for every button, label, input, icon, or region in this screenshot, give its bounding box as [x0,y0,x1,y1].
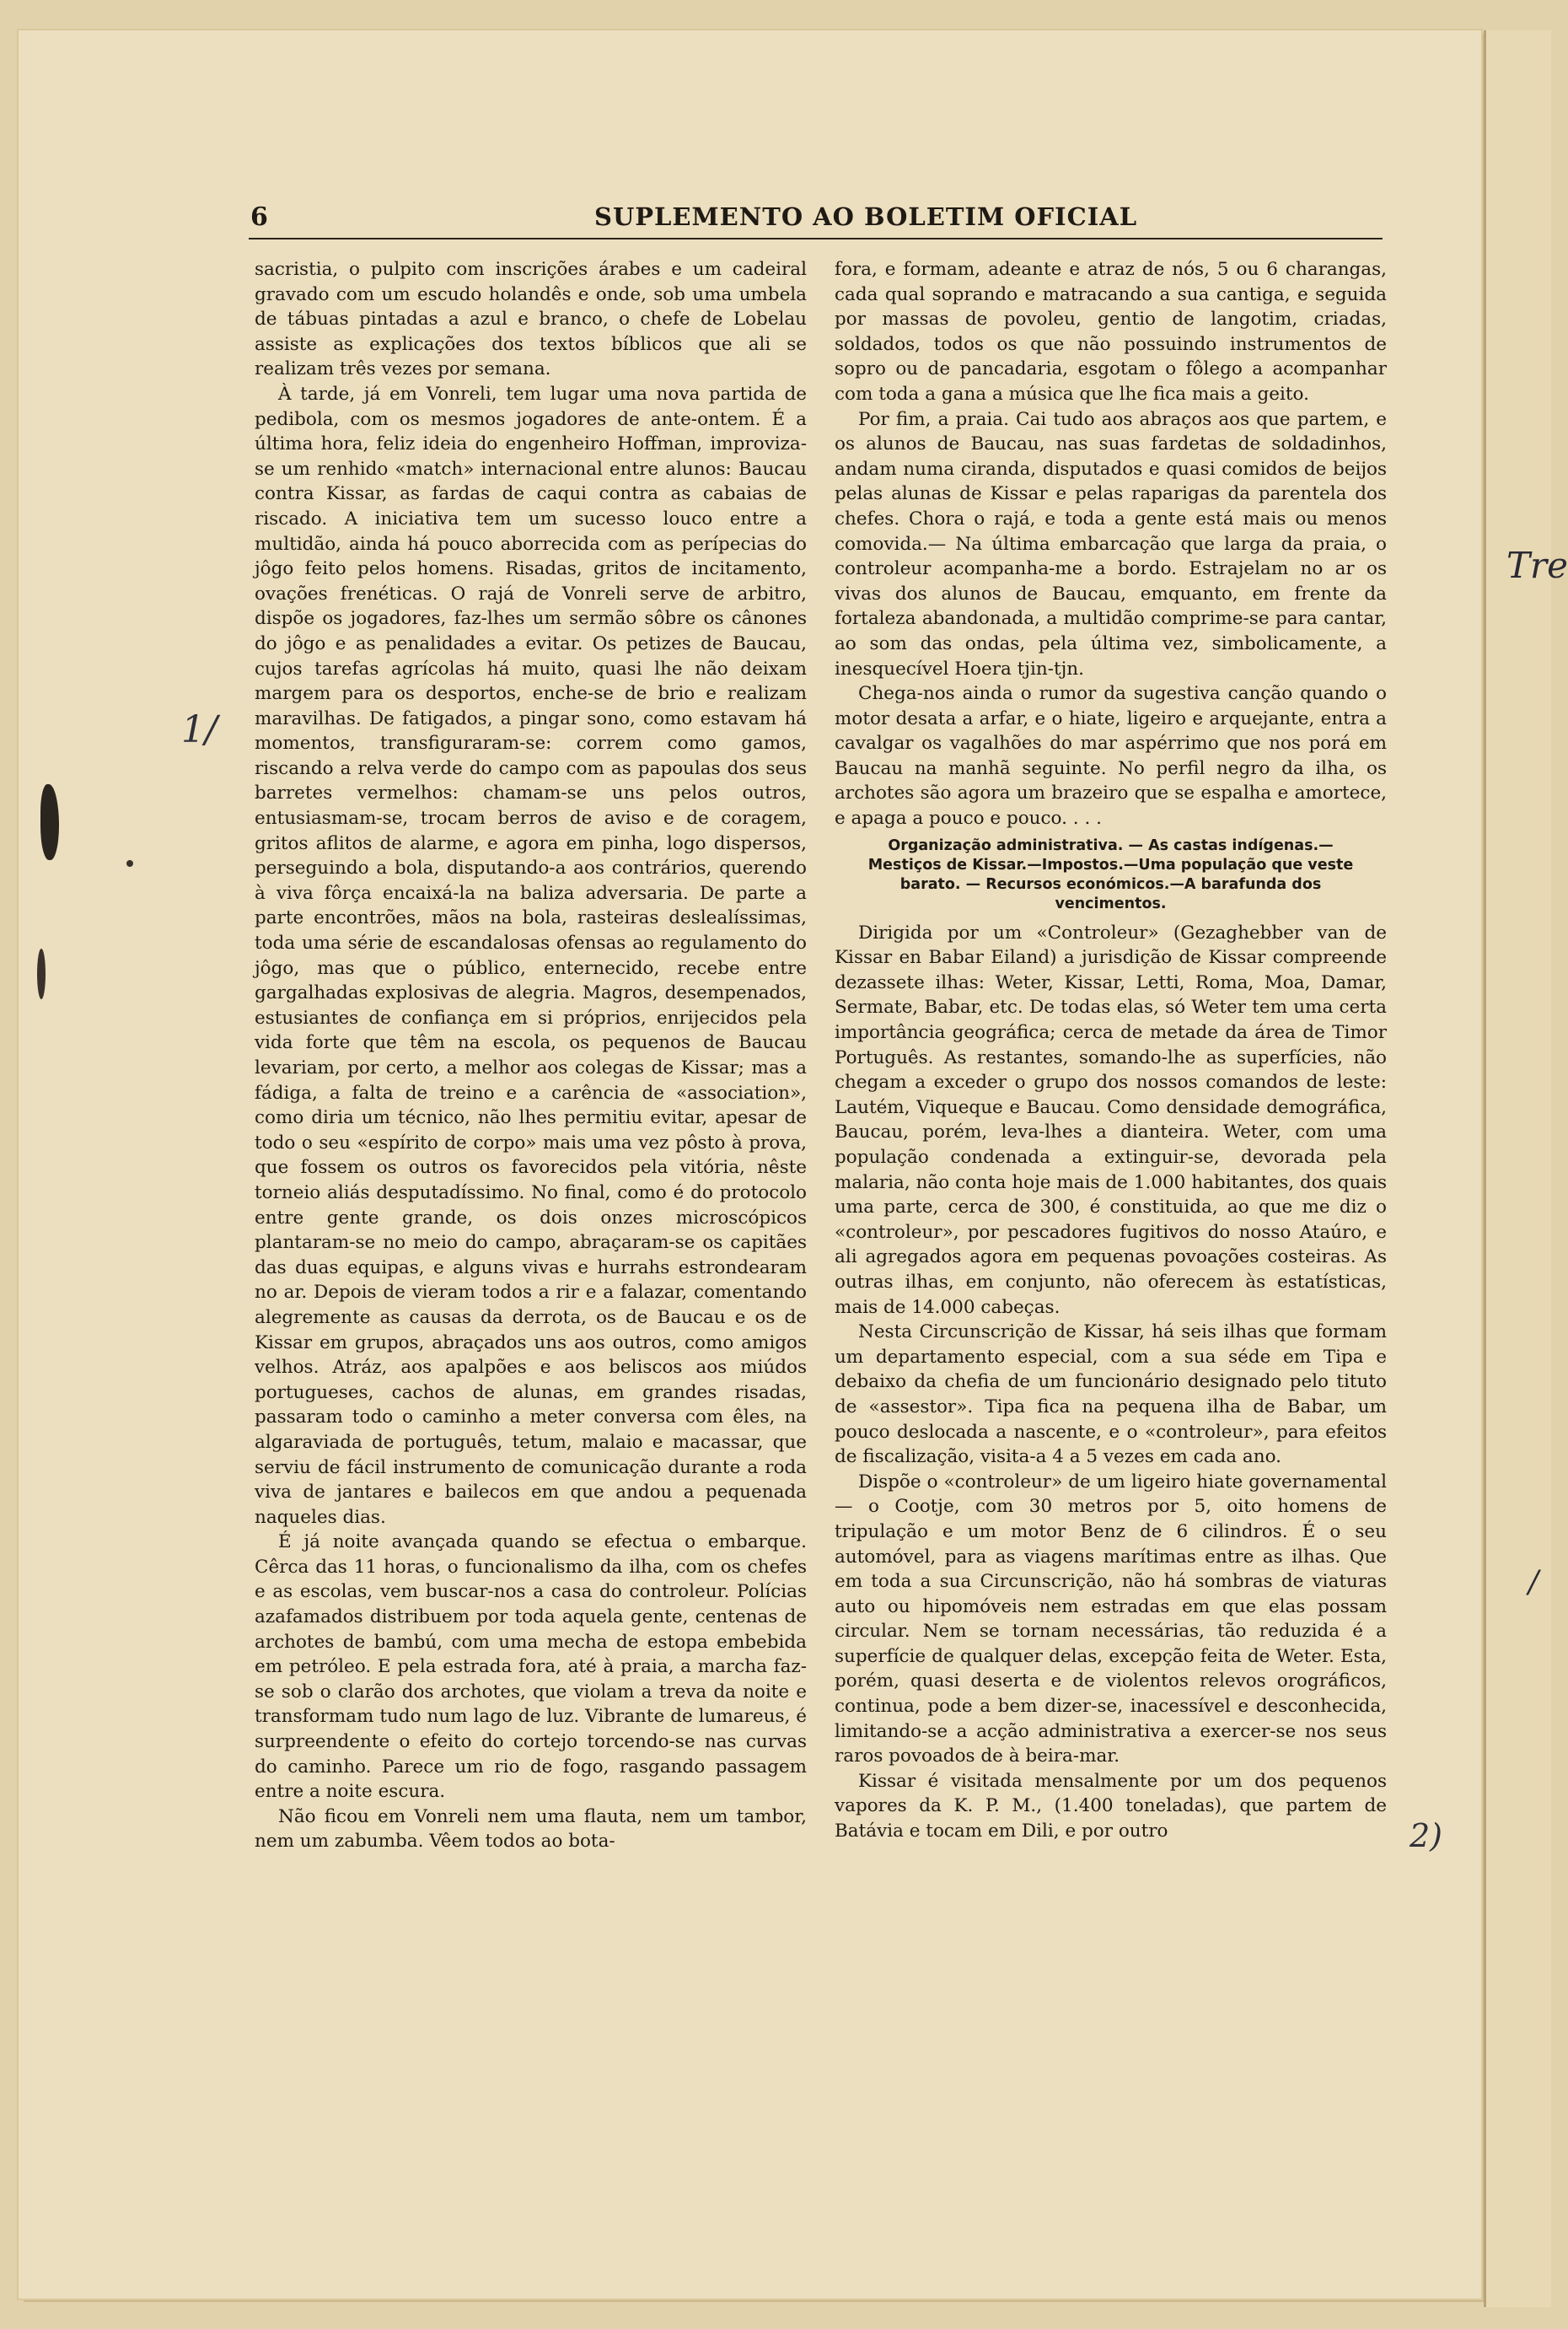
paragraph: É já noite avançada quando se efectua o embarque. Cêrca das 11 horas, o funcionalismo da ilha, com os chefes e as escolas, vem buscar-nos a casa do controleur. Polícias azafamados distribuem por toda aquela gente, centenas de archotes de bambú, com uma mecha de estopa embebida em petróleo. E pela estrada fora, até à praia, a marcha faz-se sob o clarão dos archotes, que violam a treva da noite e transformam tudo num lago de luz. Vibrante de lumareus, é surpreendente o efeito do cortejo torcendo-se nas curvas do caminho. Parece um rio de fogo, rasgando passagem entre a noite escura. [255,1531,807,1803]
right-text-column [835,257,1387,1844]
paragraph: sacristia, o pulpito com inscrições árabes e um cadeiral gravado com um escudo holandês e onde, sob uma umbela de tábuas pintadas a azul e branco, o chefe de Lobelau assiste as explicações dos textos bíblicos que ali se realizam três vezes por semana. [255,259,807,380]
paragraph: Dirigida por um «Controleur» (Gezaghebber van de Kissar en Babar Eiland) a jurisdição de Kissar compreende dezassete ilhas: Weter, Kissar, Letti, Roma, Moa, Damar, Sermate, Babar, etc. De todas elas, só Weter tem uma certa importância geográfica; cerca de metade da área de Timor Português. As restantes, somando-lhe as superfícies, não chegam a exceder o grupo dos nossos comandos de leste: Lautém, Viqueque e Baucau. Como densidade demográfica, Baucau, porém, leva-lhes a dianteira. Weter, com uma população condenada a extinguir-se, devorada pela malaria, não conta hoje mais de 1.000 habitantes, dos quais uma parte, cerca de 300, é constituida, ao que me diz o «controleur», por pescadores fugitivos do nosso Ataúro, e ali agregados agora em pequenas povoações costeiras. As outras ilhas, em conjunto, não oferecem às estatísticas, mais de 14.000 cabeças. [835,922,1387,1318]
paragraph: Dispõe o «controleur» de um ligeiro hiate governamental — o Cootje, com 30 metros por 5, oito homens de tripulação e um motor Benz de 6 cilindros. É o seu automóvel, para as viagens marítimas entre as ilhas. Que em toda a sua Circunscrição, não há sombras de viaturas auto ou hipomóveis nem estradas em que elas possam circular. Nem se tornam necessárias, tão reduzida é a superfície de qualquer delas, excepção feita de Weter. Esta, porém, quasi deserta e de violentos relevos orográficos, continua, pode a bem dizer-se, inacessível e desconhecida, limitando-se a acção administrativa a exercer-se nos seus raros povoados de à beira-mar. [835,1471,1387,1767]
left-margin-pencil-mark: 1/ [181,708,217,751]
next-page-edge-mark: / [1528,1565,1539,1600]
section-heading: Organização administrativa. — As castas indígenas.— Mestiços de Kissar.—Impostos.—Uma população que veste barato. — Recursos económicos.—A barafunda dos vencimentos. [867,836,1354,912]
left-text-column [255,257,807,1854]
ink-stain [37,949,46,999]
page-title: SUPLEMENTO AO BOLETIM OFICIAL [594,202,1138,231]
paragraph: À tarde, já em Vonreli, tem lugar uma nova partida de pedibola, com os mesmos jogadores de ante-ontem. É a última hora, feliz ideia do engenheiro Hoffman, improviza-se um renhido «match» internacional entre alunos: Baucau contra Kissar, as fardas de caqui contra as cabaias de riscado. A iniciativa tem um sucesso louco entre a multidão, ainda há pouco aborrecida com as perípecias do jôgo feito pelos homens. Risadas, gritos de incitamento, ovações frenéticas. O rajá de Vonreli serve de arbitro, dispõe os jogadores, faz-lhes um sermão sôbre os cânones do jôgo e as penalidades a evitar. Os petizes de Baucau, cujos tarefas agrícolas há muito, quasi lhe não deixam margem para os desportos, enche-se de brio e realizam maravilhas. De fatigados, a pingar sono, como estavam há momentos, transfiguraram-se: correm como gamos, riscando a relva verde do campo com as papoulas dos seus barretes vermelhos: chamam-se uns pelos outros, entusiasmam-se, trocam berros de aviso e de coragem, gritos aflitos de alarme, e agora em pinha, logo dispersos, perseguindo a bola, disputando-a aos contrários, querendo à viva fôrça encaixá-la na baliza adversaria. De parte a parte encontrões, mãos na bola, rasteiras deslealíssimas, toda uma série de escandalosas ofensas ao regulamento do jôgo, mas que o público, enternecido, recebe entre gargalhadas explosivas de alegria. Magros, desempenados, estusiantes de confiança em si próprios, enrijecidos pela vida forte que têm na escola, os pequenos de Baucau levariam, por certo, a melhor aos colegas de Kissar; mas a fádiga, a falta de treino e a carência de «association», como diria um técnico, não lhes permitiu evitar, apesar de todo o seu «espírito de corpo» mais uma vez pôsto à prova, que fossem os outros os favorecidos pela vitória, nêste torneio aliás desputadíssimo. No final, como é do protocolo entre gente grande, os dois onzes microscópicos plantaram-se no meio do campo, abraçaram-se os capitães das duas equipas, e alguns vivas e hurrahs estrondearam no ar. Depois de vieram todos a rir e a falazar, comentando alegremente as causas da derrota, os de Baucau e os de Kissar em grupos, abraçados uns aos outros, como amigos velhos. Atráz, aos apalpões e aos beliscos aos miúdos portugueses, cachos de alunas, em grandes risadas, passaram todo o caminho a meter conversa com êles, na algaraviada de português, tetum, malaio e macassar, que serviu de fácil instrumento de comunicação durante a roda viva de jantares e bailecos em que andou a pequenada naqueles dias. [255,383,807,1528]
paragraph: Nesta Circunscrição de Kissar, há seis ilhas que formam um departamento especial, com a sua séde em Tipa e debaixo da chefia de um funcionário designado pelo tituto de «assestor». Tipa fica na pequena ilha de Babar, um pouco deslocada a nascente, e o «controleur», para efeitos de fiscalização, visita-a 4 a 5 vezes em cada ano. [835,1321,1387,1468]
paragraph: Chega-nos ainda o rumor da sugestiva canção quando o motor desata a arfar, e o hiate, ligeiro e arquejante, entra a cavalgar os vagalhões do mar aspérrimo que nos porá em Baucau na manhã seguinte. No perfil negro da ilha, os archotes são agora um brazeiro que se espalha e amortece, e apaga a pouco e pouco. . . . [835,683,1387,830]
next-page-edge [1484,30,1568,2307]
next-page-margin-note: Tre [1506,545,1568,586]
paragraph: Kissar é visitada mensalmente por um dos pequenos vapores da K. P. M., (1.400 toneladas), que partem de Batávia e tocam em Dili, e por outro [835,1770,1387,1842]
ink-dot [126,860,133,867]
paragraph: fora, e formam, adeante e atraz de nós, 5 ou 6 charangas, cada qual soprando e matracando a sua cantiga, e seguida por massas de povoleu, gentio de langotim, criadas, soldados, todos os que não possuindo instrumentos de sopro ou de pancadaria, esgotam o fôlego a acompanhar com toda a gana a música que lhe fica mais a geito. [835,259,1387,405]
page-number: 6 [250,202,268,232]
page-header [249,202,1383,239]
right-margin-pencil-mark: 2) [1410,1817,1443,1854]
paragraph: Por fim, a praia. Cai tudo aos abraços aos que partem, e os alunos de Baucau, nas suas fardetas de soldadinhos, andam numa ciranda, disputados e quasi comidos de beijos pelas alunas de Kissar e pelas raparigas da parentela dos chefes. Chora o rajá, e toda a gente está mais ou menos comovida.— Na última embarcação que larga da praia, o controleur acompanha-me a bordo. Estrajelam no ar os vivas dos alunos de Baucau, emquanto, em frente da fortaleza abandonada, a multidão comprime-se para cantar, ao som das ondas, pela última vez, simbolicamente, a inesquecível Hoera tjin-tjn. [835,408,1387,680]
paragraph: Não ficou em Vonreli nem uma flauta, nem um tambor, nem um zabumba. Vêem todos ao bota- [255,1805,807,1853]
